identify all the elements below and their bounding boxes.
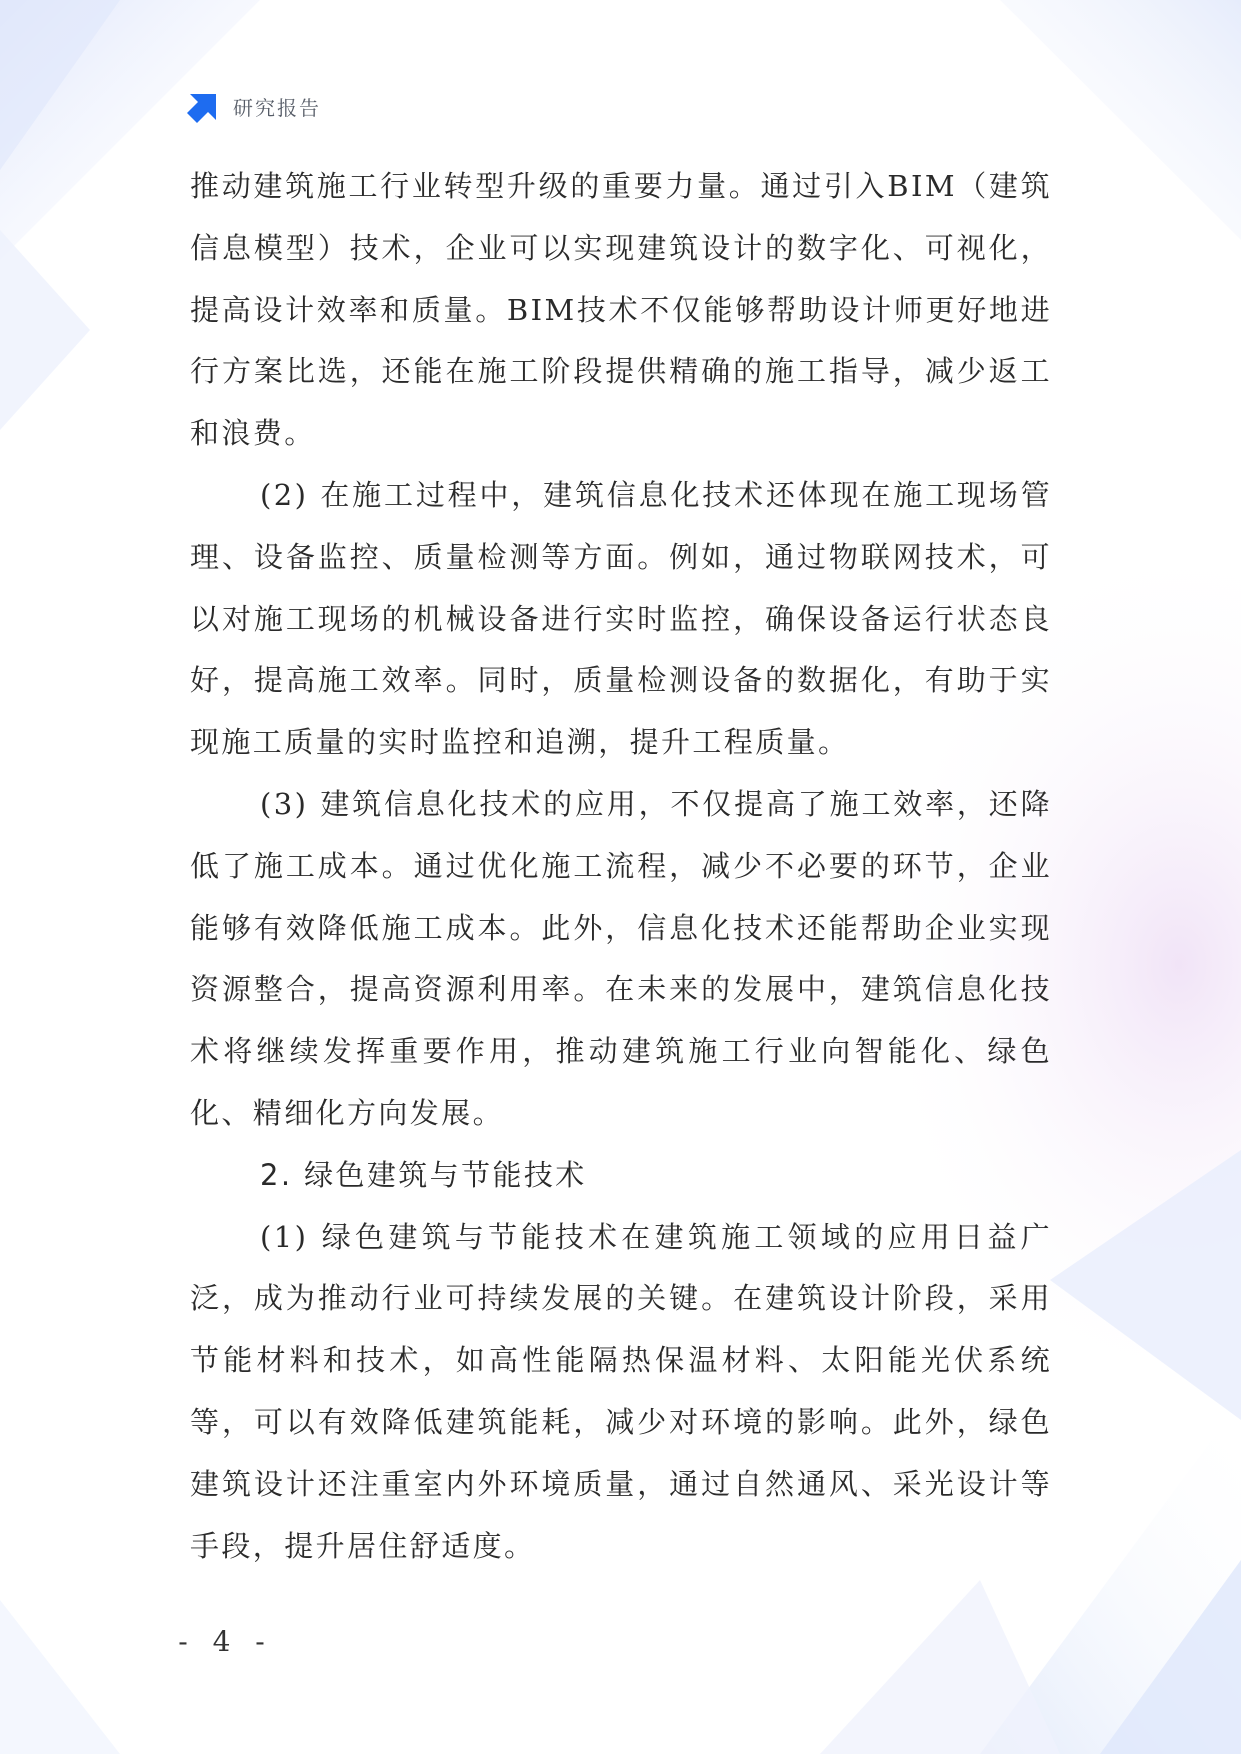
- paragraph-continued: 推动建筑施工行业转型升级的重要力量。通过引入BIM（建筑信息模型）技术，企业可以实现建筑设计的数字化、可视化，提高设计效率和质量。BIM技术不仅能够帮助设计师更好地进行方案比选，还能在施工阶段提供精确的施工指导，减少返工和浪费。: [190, 169, 1052, 451]
- page-number: [0, 1625, 1241, 1658]
- document-body: [190, 156, 1052, 1577]
- paragraph-item-3: (3) 建筑信息化技术的应用，不仅提高了施工效率，还降低了施工成本。通过优化施工流程，减少不必要的环节，企业能够有效降低施工成本。此外，信息化技术还能帮助企业实现资源整合，提高资源利用率。在未来的发展中，建筑信息化技术将继续发挥重要作用，推动建筑施工行业向智能化、绿色化、精细化方向发展。: [190, 786, 1052, 1130]
- header-title: 研究报告: [233, 95, 321, 120]
- paragraph-item-1: (1) 绿色建筑与节能技术在建筑施工领域的应用日益广泛，成为推动行业可持续发展的关键。在建筑设计阶段，采用节能材料和技术，如高性能隔热保温材料、太阳能光伏系统等，可以有效降低建筑能耗，减少对环境的影响。此外，绿色建筑设计还注重室内外环境质量，通过自然通风、采光设计等手段，提升居住舒适度。: [190, 1219, 1052, 1563]
- paragraph-item-2: (2) 在施工过程中，建筑信息化技术还体现在施工现场管理、设备监控、质量检测等方面。例如，通过物联网技术，可以对施工现场的机械设备进行实时监控，确保设备运行状态良好，提高施工效率。同时，质量检测设备的数据化，有助于实现施工质量的实时监控和追溯，提升工程质量。: [190, 477, 1052, 760]
- page-number-text: - 4 -: [178, 1625, 273, 1658]
- arrow-logo-icon: [187, 89, 221, 123]
- header: [187, 88, 321, 124]
- section-heading: 2. 绿色建筑与节能技术: [260, 1157, 587, 1192]
